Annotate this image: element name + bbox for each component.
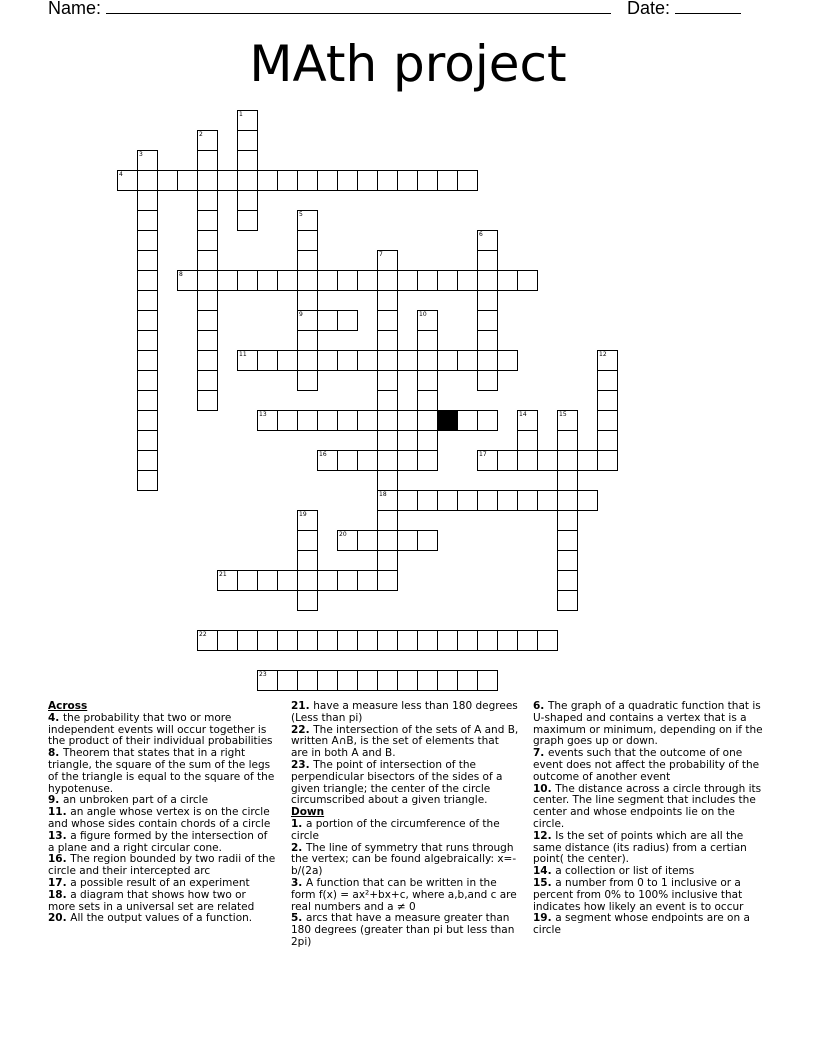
grid-cell[interactable] <box>477 490 498 511</box>
grid-cell[interactable] <box>397 270 418 291</box>
grid-cell[interactable] <box>477 330 498 351</box>
grid-cell[interactable] <box>497 350 518 371</box>
grid-cell[interactable] <box>197 270 218 291</box>
grid-cell[interactable] <box>557 590 578 611</box>
grid-cell[interactable] <box>337 670 358 691</box>
grid-cell[interactable] <box>297 530 318 551</box>
grid-cell[interactable] <box>337 350 358 371</box>
grid-cell[interactable] <box>297 270 318 291</box>
grid-cell[interactable] <box>197 350 218 371</box>
grid-cell[interactable] <box>277 350 298 371</box>
grid-cell[interactable] <box>137 190 158 211</box>
clue-item: 6. The graph of a quadratic function that is U-shaped and contains a vertex that is a maximum or minimum, depending on if the graph goes up or down. <box>533 700 763 748</box>
grid-cell[interactable] <box>557 550 578 571</box>
grid-cell[interactable] <box>317 310 338 331</box>
grid-cell[interactable] <box>237 110 258 131</box>
grid-cell[interactable] <box>397 410 418 431</box>
clue-item: 15. a number from 0 to 1 inclusive or a percent from 0% to 100% inclusive that indicates how likely an event is to occur <box>533 876 744 913</box>
grid-cell[interactable] <box>297 290 318 311</box>
clue-item: 3. A function that can be written in the form f(x) = ax²+bx+c, where a,b,and c are real numbers and a ≠ 0 <box>291 876 517 913</box>
grid-cell[interactable] <box>257 570 278 591</box>
clue-number: 22 <box>199 631 207 638</box>
grid-cell[interactable] <box>137 310 158 331</box>
grid-cell[interactable] <box>237 350 258 371</box>
grid-cell[interactable] <box>337 170 358 191</box>
grid-cell[interactable] <box>397 530 418 551</box>
clue-number: 4 <box>119 171 123 178</box>
grid-cell[interactable] <box>377 550 398 571</box>
grid-cell[interactable] <box>317 570 338 591</box>
grid-cell[interactable] <box>457 670 478 691</box>
grid-cell[interactable] <box>137 390 158 411</box>
grid-cell[interactable] <box>457 630 478 651</box>
grid-cell[interactable] <box>417 370 438 391</box>
grid-cell[interactable] <box>297 510 318 531</box>
grid-cell[interactable] <box>437 490 458 511</box>
grid-cell[interactable] <box>337 310 358 331</box>
grid-cell[interactable] <box>397 450 418 471</box>
grid-cell[interactable] <box>377 450 398 471</box>
grid-cell[interactable] <box>337 450 358 471</box>
grid-cell[interactable] <box>497 270 518 291</box>
grid-cell[interactable] <box>417 350 438 371</box>
clue-item: 8. Theorem that states that in a right triangle, the square of the sum of the legs of the triangle is equal to the square of the hypotenuse. <box>48 747 275 795</box>
grid-cell[interactable] <box>197 330 218 351</box>
grid-cell[interactable] <box>177 270 198 291</box>
grid-cell[interactable] <box>197 230 218 251</box>
grid-cell[interactable] <box>377 390 398 411</box>
grid-cell[interactable] <box>137 470 158 491</box>
clue-item: 23. The point of intersection of the perpendicular bisectors of the sides of a given triangle; the center of the circle circumscribed about a given triangle. <box>291 758 503 807</box>
grid-cell[interactable] <box>257 670 278 691</box>
clue-number: 20 <box>339 531 347 538</box>
grid-cell[interactable] <box>477 250 498 271</box>
grid-cell[interactable] <box>437 170 458 191</box>
grid-cell[interactable] <box>137 230 158 251</box>
grid-cell[interactable] <box>317 270 338 291</box>
grid-cell[interactable] <box>577 490 598 511</box>
grid-cell[interactable] <box>517 490 538 511</box>
grid-cell[interactable] <box>197 290 218 311</box>
date-label: Date: <box>627 0 671 18</box>
grid-cell[interactable] <box>377 310 398 331</box>
grid-cell[interactable] <box>537 490 558 511</box>
grid-cell[interactable] <box>377 630 398 651</box>
clue-number: 6 <box>479 231 483 238</box>
grid-cell[interactable] <box>357 410 378 431</box>
clue-number: 15 <box>559 411 567 418</box>
grid-cell[interactable] <box>517 630 538 651</box>
clue-item: 7. events such that the outcome of one event does not affect the probability of the outcome of another event <box>533 747 760 783</box>
clue-item: 20. All the output values of a function. <box>48 912 253 925</box>
grid-cell[interactable] <box>417 270 438 291</box>
grid-cell[interactable] <box>237 270 258 291</box>
grid-cell[interactable] <box>197 250 218 271</box>
clue-item: 10. The distance across a circle through its center. The line segment that includes the center and whose endpoints lie on the circle. <box>533 782 762 830</box>
grid-cell[interactable] <box>117 170 138 191</box>
clue-number: 17 <box>479 451 487 458</box>
grid-cell[interactable] <box>197 390 218 411</box>
grid-cell[interactable] <box>377 370 398 391</box>
grid-cell[interactable] <box>217 570 238 591</box>
grid-cell[interactable] <box>317 630 338 651</box>
grid-cell[interactable] <box>417 430 438 451</box>
clue-item: 4. the probability that two or more independent events will occur together is the product of their individual probabilities <box>48 711 273 748</box>
grid-cell[interactable] <box>457 490 478 511</box>
grid-cell[interactable] <box>317 350 338 371</box>
clue-number: 16 <box>319 451 327 458</box>
clue-number: 19 <box>299 511 307 518</box>
clue-number: 1 <box>239 111 243 118</box>
grid-cell[interactable] <box>377 330 398 351</box>
grid-cell[interactable] <box>217 630 238 651</box>
grid-cell[interactable] <box>357 670 378 691</box>
grid-cell[interactable] <box>377 410 398 431</box>
grid-cell[interactable] <box>417 630 438 651</box>
grid-cell[interactable] <box>557 530 578 551</box>
grid-cell[interactable] <box>297 370 318 391</box>
grid-cell[interactable] <box>337 630 358 651</box>
clue-item: 5. arcs that have a measure greater than 180 degrees (greater than pi but less than 2pi) <box>291 912 515 948</box>
grid-cell[interactable] <box>477 370 498 391</box>
name-label: Name: <box>48 0 102 18</box>
grid-cell[interactable] <box>477 310 498 331</box>
clue-number: 5 <box>299 211 303 218</box>
grid-cell[interactable] <box>197 150 218 171</box>
grid-cell[interactable] <box>377 510 398 531</box>
grid-cell[interactable] <box>257 410 278 431</box>
grid-cell[interactable] <box>297 670 318 691</box>
grid-cell[interactable] <box>257 270 278 291</box>
grid-cell[interactable] <box>337 410 358 431</box>
grid-cell[interactable] <box>437 270 458 291</box>
grid-cell[interactable] <box>277 570 298 591</box>
grid-cell[interactable] <box>417 530 438 551</box>
grid-cell[interactable] <box>397 670 418 691</box>
grid-cell[interactable] <box>197 170 218 191</box>
grid-cell[interactable] <box>197 630 218 651</box>
grid-cell[interactable] <box>137 430 158 451</box>
clue-item: 21. have a measure less than 180 degrees (Less than pi) <box>291 700 518 724</box>
grid-cell[interactable] <box>377 490 398 511</box>
grid-cell[interactable] <box>137 450 158 471</box>
grid-cell-black <box>437 410 458 431</box>
grid-cell[interactable] <box>457 170 478 191</box>
grid-cell[interactable] <box>597 450 618 471</box>
clue-number: 3 <box>139 151 143 158</box>
down-heading: Down <box>291 806 325 819</box>
clue-item: 22. The intersection of the sets of A and B, written A∩B, is the set of elements that are in both A and B. <box>291 723 519 760</box>
clue-number: 14 <box>519 411 527 418</box>
grid-cell[interactable] <box>417 330 438 351</box>
grid-cell[interactable] <box>137 410 158 431</box>
clue-item: 2. The line of symmetry that runs through the vertex; can be found algebraically: x=-b/(2a) <box>291 841 517 878</box>
grid-cell[interactable] <box>297 250 318 271</box>
clue-number: 11 <box>239 351 247 358</box>
grid-cell[interactable] <box>577 450 598 471</box>
grid-cell[interactable] <box>477 290 498 311</box>
grid-cell[interactable] <box>537 450 558 471</box>
grid-cell[interactable] <box>377 470 398 491</box>
grid-cell[interactable] <box>417 410 438 431</box>
grid-cell[interactable] <box>437 630 458 651</box>
grid-cell[interactable] <box>237 170 258 191</box>
grid-cell[interactable] <box>137 250 158 271</box>
clue-number: 9 <box>299 311 303 318</box>
grid-cell[interactable] <box>237 630 258 651</box>
grid-cell[interactable] <box>237 210 258 231</box>
grid-cell[interactable] <box>557 490 578 511</box>
clue-number: 2 <box>199 131 203 138</box>
grid-cell[interactable] <box>357 630 378 651</box>
grid-cell[interactable] <box>377 350 398 371</box>
grid-cell[interactable] <box>237 570 258 591</box>
grid-cell[interactable] <box>477 450 498 471</box>
grid-cell[interactable] <box>237 130 258 151</box>
grid-cell[interactable] <box>497 490 518 511</box>
grid-cell[interactable] <box>557 510 578 531</box>
grid-cell[interactable] <box>317 670 338 691</box>
grid-cell[interactable] <box>437 350 458 371</box>
grid-cell[interactable] <box>597 410 618 431</box>
grid-cell[interactable] <box>337 530 358 551</box>
grid-cell[interactable] <box>297 310 318 331</box>
grid-cell[interactable] <box>397 350 418 371</box>
grid-cell[interactable] <box>477 230 498 251</box>
grid-cell[interactable] <box>537 630 558 651</box>
grid-cell[interactable] <box>277 410 298 431</box>
grid-cell[interactable] <box>317 410 338 431</box>
grid-cell[interactable] <box>197 370 218 391</box>
grid-cell[interactable] <box>237 150 258 171</box>
grid-cell[interactable] <box>377 170 398 191</box>
grid-cell[interactable] <box>137 290 158 311</box>
grid-cell[interactable] <box>557 410 578 431</box>
clue-item: 16. The region bounded by two radii of the circle and their intercepted arc <box>48 853 276 878</box>
clue-item: 13. a figure formed by the intersection of a plane and a right circular cone. <box>48 829 268 854</box>
grid-cell[interactable] <box>317 450 338 471</box>
grid-cell[interactable] <box>137 170 158 191</box>
grid-cell[interactable] <box>477 410 498 431</box>
grid-cell[interactable] <box>437 670 458 691</box>
grid-cell[interactable] <box>137 150 158 171</box>
clue-number: 21 <box>219 571 227 578</box>
grid-cell[interactable] <box>157 170 178 191</box>
grid-cell[interactable] <box>557 430 578 451</box>
grid-cell[interactable] <box>217 270 238 291</box>
grid-cell[interactable] <box>297 210 318 231</box>
grid-cell[interactable] <box>417 490 438 511</box>
clue-item: 9. an unbroken part of a circle <box>48 794 209 807</box>
grid-cell[interactable] <box>337 570 358 591</box>
grid-cell[interactable] <box>377 530 398 551</box>
grid-cell[interactable] <box>557 450 578 471</box>
clue-item: 17. a possible result of an experiment <box>48 876 250 889</box>
grid-cell[interactable] <box>137 350 158 371</box>
grid-cell[interactable] <box>597 370 618 391</box>
grid-cell[interactable] <box>297 410 318 431</box>
grid-cell[interactable] <box>297 170 318 191</box>
grid-cell[interactable] <box>597 350 618 371</box>
clue-number: 23 <box>259 671 267 678</box>
grid-cell[interactable] <box>397 630 418 651</box>
grid-cell[interactable] <box>297 630 318 651</box>
grid-cell[interactable] <box>297 350 318 371</box>
grid-cell[interactable] <box>297 550 318 571</box>
grid-cell[interactable] <box>417 450 438 471</box>
clues-column-1 <box>48 701 276 925</box>
grid-cell[interactable] <box>457 410 478 431</box>
grid-cell[interactable] <box>377 290 398 311</box>
grid-cell[interactable] <box>297 330 318 351</box>
grid-cell[interactable] <box>597 390 618 411</box>
grid-cell[interactable] <box>477 670 498 691</box>
grid-cell[interactable] <box>357 170 378 191</box>
grid-cell[interactable] <box>277 170 298 191</box>
grid-cell[interactable] <box>397 170 418 191</box>
grid-cell[interactable] <box>417 670 438 691</box>
grid-cell[interactable] <box>517 410 538 431</box>
grid-cell[interactable] <box>377 250 398 271</box>
clue-number: 10 <box>419 311 427 318</box>
grid-cell[interactable] <box>197 130 218 151</box>
grid-cell[interactable] <box>297 230 318 251</box>
grid-cell[interactable] <box>257 170 278 191</box>
grid-cell[interactable] <box>597 430 618 451</box>
grid-cell[interactable] <box>277 670 298 691</box>
grid-cell[interactable] <box>557 470 578 491</box>
grid-cell[interactable] <box>497 450 518 471</box>
clue-number: 13 <box>259 411 267 418</box>
clue-number: 8 <box>179 271 183 278</box>
grid-cell[interactable] <box>177 170 198 191</box>
grid-cell[interactable] <box>377 270 398 291</box>
grid-cell[interactable] <box>197 310 218 331</box>
clue-item: 14. a collection or list of items <box>533 865 695 878</box>
grid-cell[interactable] <box>517 450 538 471</box>
grid-cell[interactable] <box>277 630 298 651</box>
grid-cell[interactable] <box>317 170 338 191</box>
grid-cell[interactable] <box>377 570 398 591</box>
grid-cell[interactable] <box>257 630 278 651</box>
grid-cell[interactable] <box>137 330 158 351</box>
grid-cell[interactable] <box>457 270 478 291</box>
grid-cell[interactable] <box>277 270 298 291</box>
grid-cell[interactable] <box>357 570 378 591</box>
grid-cell[interactable] <box>377 430 398 451</box>
grid-cell[interactable] <box>557 570 578 591</box>
grid-cell[interactable] <box>417 310 438 331</box>
clues-column-2 <box>291 701 519 949</box>
clue-item: 1. a portion of the circumference of the circle <box>291 817 500 842</box>
clues-column-3 <box>533 701 768 937</box>
grid-cell[interactable] <box>237 190 258 211</box>
grid-cell[interactable] <box>297 570 318 591</box>
grid-cell[interactable] <box>137 370 158 391</box>
across-heading: Across <box>48 700 88 712</box>
grid-cell[interactable] <box>517 270 538 291</box>
grid-cell[interactable] <box>477 630 498 651</box>
grid-cell[interactable] <box>517 430 538 451</box>
grid-cell[interactable] <box>397 490 418 511</box>
clue-number: 12 <box>599 351 607 358</box>
grid-cell[interactable] <box>357 530 378 551</box>
clue-number: 7 <box>379 251 383 258</box>
grid-cell[interactable] <box>137 210 158 231</box>
grid-cell[interactable] <box>357 350 378 371</box>
grid-cell[interactable] <box>457 350 478 371</box>
grid-cell[interactable] <box>257 350 278 371</box>
grid-cell[interactable] <box>477 270 498 291</box>
clue-item: 11. an angle whose vertex is on the circle and whose sides contain chords of a circle <box>48 806 271 830</box>
page-title: MAth project <box>249 35 567 93</box>
grid-cell[interactable] <box>197 210 218 231</box>
clue-item: 18. a diagram that shows how two or more sets in a universal set are related <box>48 888 255 913</box>
clue-number: 18 <box>379 491 387 498</box>
grid-cell[interactable] <box>377 670 398 691</box>
clue-item: 12. Is the set of points which are all the same distance (its radius) from a certian point( the center). <box>533 829 747 866</box>
grid-cell[interactable] <box>217 170 238 191</box>
grid-cell[interactable] <box>357 450 378 471</box>
grid-cell[interactable] <box>417 390 438 411</box>
clue-item: 19. a segment whose endpoints are on a circle <box>533 912 750 937</box>
grid-cell[interactable] <box>297 590 318 611</box>
grid-cell[interactable] <box>337 270 358 291</box>
grid-cell[interactable] <box>497 630 518 651</box>
grid-cell[interactable] <box>477 350 498 371</box>
grid-cell[interactable] <box>197 190 218 211</box>
grid-cell[interactable] <box>137 270 158 291</box>
grid-cell[interactable] <box>417 170 438 191</box>
grid-cell[interactable] <box>357 270 378 291</box>
